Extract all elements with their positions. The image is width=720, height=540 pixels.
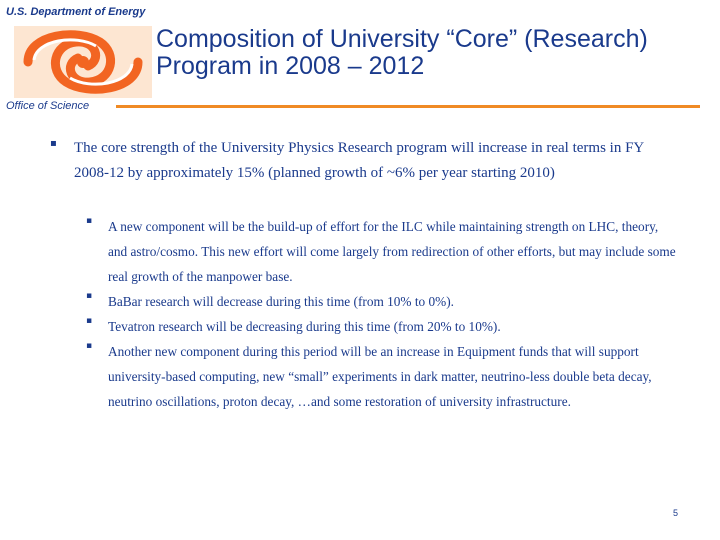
bullet-icon: ▪ — [86, 341, 93, 351]
title-line-1: Composition of University “Core” (Research) — [156, 25, 648, 53]
office-name: Office of Science — [6, 100, 90, 112]
bullet-icon: ▪ — [50, 138, 57, 149]
bullet-icon: ▪ — [86, 316, 93, 326]
sub-bullet-text: A new component will be the build-up of effort for the ILC while maintaining strength on LHC, theory, and astro/cosmo. This new effort will come largely from redirection of other efforts, but may include some real growth of the manpower base. — [108, 219, 676, 284]
bullet-icon: ▪ — [86, 216, 93, 226]
sub-bullet-text: Tevatron research will be decreasing during this time (from 20% to 10%). — [108, 319, 501, 334]
main-bullet-text: The core strength of the University Physics Research program will increase in real terms in FY 2008-12 by approximately 15% (planned growth of ~6% per year starting 2010) — [74, 140, 644, 181]
bullet-icon: ▪ — [86, 291, 93, 301]
sub-bullet-text: Another new component during this period will be an increase in Equipment funds that will support university-based computing, new “small” experiments in dark matter, neutrino-less double beta decay, neutrino oscillations, proton decay, …and some restoration of university infrastructure. — [108, 344, 652, 409]
slide-title — [156, 26, 716, 80]
agency-name: U.S. Department of Energy — [6, 6, 146, 18]
header-divider — [116, 105, 700, 108]
doe-logo-icon — [8, 20, 158, 104]
sub-bullet-text: BaBar research will decrease during this time (from 10% to 0%). — [108, 294, 454, 309]
title-line-2: Program in 2008 – 2012 — [156, 52, 425, 80]
page-number: 5 — [673, 508, 679, 518]
